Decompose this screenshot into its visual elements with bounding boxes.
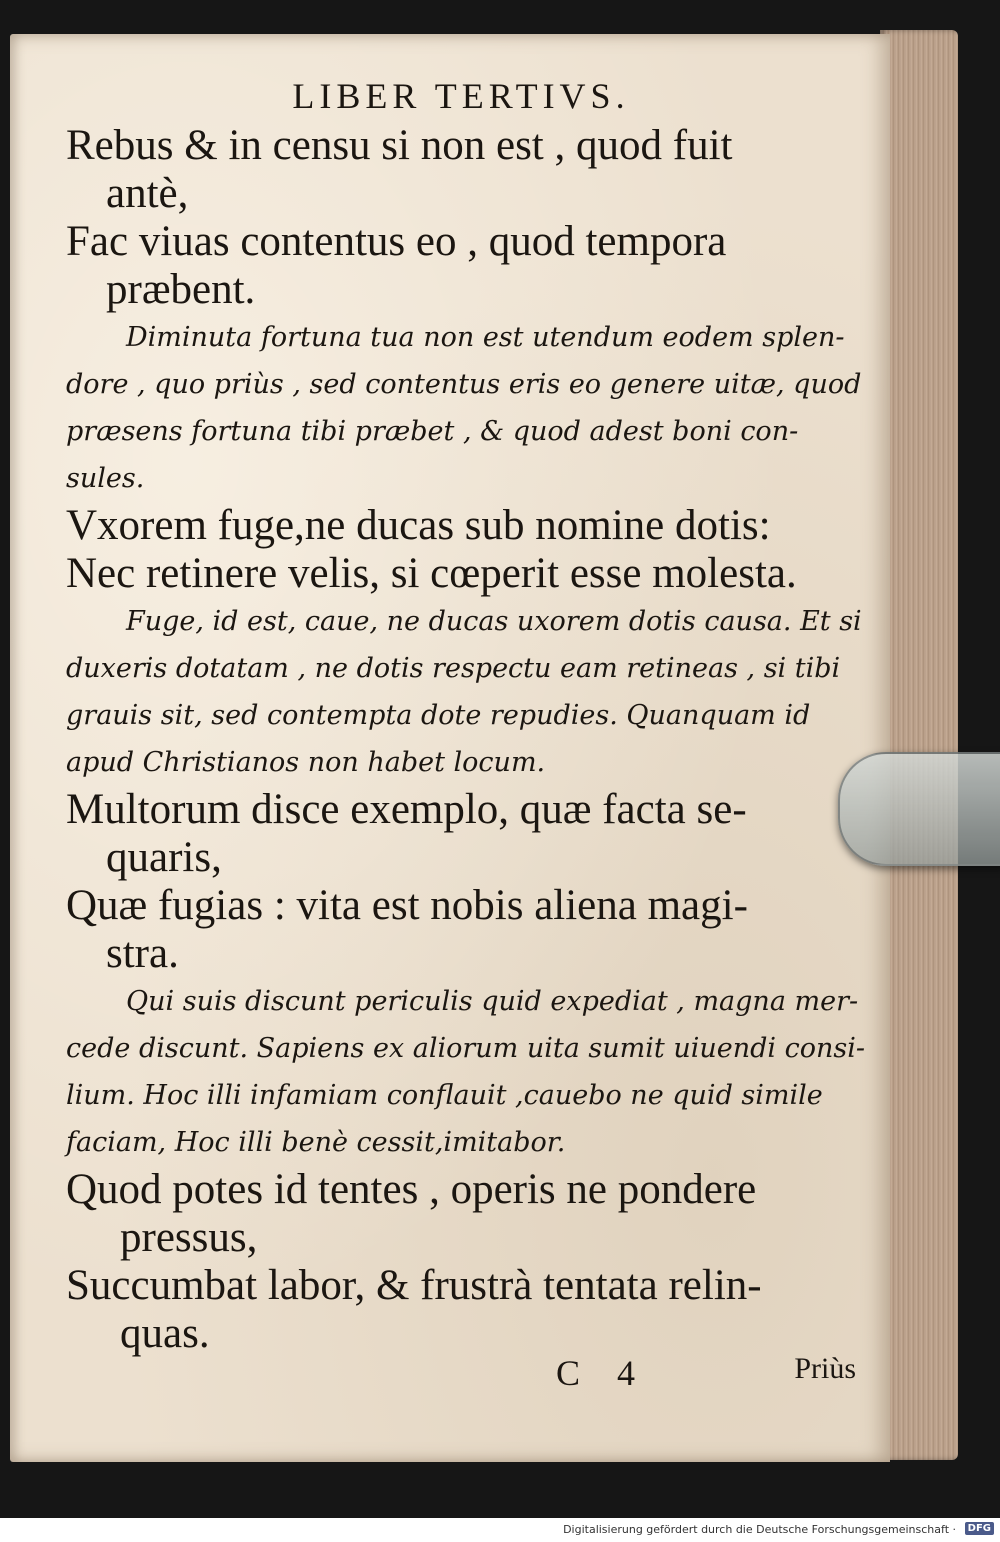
page-footer: [66, 1352, 856, 1402]
commentary-1: [66, 314, 862, 502]
commentary-2: [66, 598, 862, 786]
verse-1: [66, 122, 856, 314]
verse-line: quas.: [120, 1310, 210, 1357]
commentary-line: faciam, Hoc illi benè cessit,imitabor.: [66, 1127, 566, 1158]
dfg-logo: DFG: [965, 1522, 994, 1535]
verse-line: Rebus & in censu si non est , quod fuit: [66, 122, 733, 169]
verse-line: stra.: [106, 930, 179, 977]
page-text: [66, 70, 865, 1358]
commentary-line: præsens fortuna tibi præbet , & quod adest boni con-: [66, 416, 799, 447]
catchword: Priùs: [794, 1352, 856, 1385]
verse-4: [66, 1166, 856, 1358]
commentary-line: dore , quo priùs , sed contentus eris eo genere uitæ, quod: [66, 369, 862, 400]
commentary-line: cede discunt. Sapiens ex aliorum uita sumit uiuendi consi-: [66, 1033, 865, 1064]
verse-line: Fac viuas contentus eo , quod tempora: [66, 218, 727, 265]
commentary-line: Qui suis discunt periculis quid expediat , magna mer-: [126, 986, 859, 1017]
commentary-line: sules.: [66, 463, 145, 494]
verse-line: Vxorem fuge,ne ducas sub nomine dotis:: [66, 502, 771, 549]
commentary-line: Diminuta fortuna tua non est utendum eodem splen-: [126, 322, 845, 353]
commentary-line: lium. Hoc illi infamiam conflauit ,cauebo ne quid simile: [66, 1080, 823, 1111]
verse-line: præbent.: [106, 266, 256, 313]
verse-2: [66, 502, 856, 598]
commentary-line: grauis sit, sed contempta dote repudies. Quanquam id: [66, 700, 811, 731]
signature-mark: C 4: [556, 1353, 650, 1393]
book-fore-edge: [880, 30, 958, 1460]
verse-line: Nec retinere velis, si cœperit esse molesta.: [66, 550, 797, 597]
verse-3: [66, 786, 856, 978]
credit-bar: [0, 1518, 1000, 1542]
plastic-page-clip: [838, 752, 1000, 866]
verse-line: Quod potes id tentes , operis ne pondere: [66, 1166, 757, 1213]
verse-line: Multorum disce exemplo, quæ facta se-: [66, 786, 747, 833]
commentary-3: [66, 978, 865, 1166]
verse-line: quaris,: [106, 834, 222, 881]
commentary-line: apud Christianos non habet locum.: [66, 747, 546, 778]
commentary-line: Fuge, id est, caue, ne ducas uxorem dotis causa. Et si: [126, 606, 862, 637]
verse-line: antè,: [106, 170, 189, 217]
verse-line: Quæ fugias : vita est nobis aliena magi-: [66, 882, 748, 929]
commentary-line: duxeris dotatam , ne dotis respectu eam retineas , si tibi: [66, 653, 841, 684]
funding-credit: Digitalisierung gefördert durch die Deutsche Forschungsgemeinschaft ·: [563, 1523, 956, 1536]
running-title: LIBER TERTIVS.: [292, 76, 630, 116]
verse-line: pressus,: [120, 1214, 258, 1261]
verse-line: Succumbat labor, & frustrà tentata relin-: [66, 1262, 762, 1309]
